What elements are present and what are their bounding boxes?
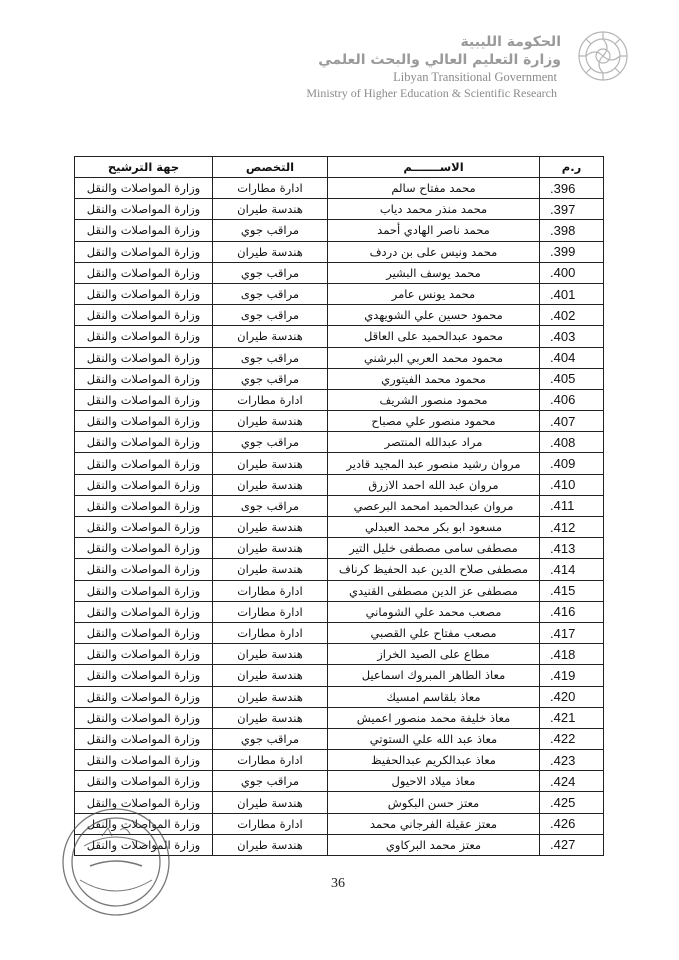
row-specialization: ادارة مطارات (213, 389, 328, 410)
table-row (75, 559, 604, 580)
row-nominating-entity: وزارة المواصلات والنقل (75, 411, 213, 432)
letterhead-english-ministry: Ministry of Higher Education & Scientific Research (306, 86, 557, 100)
row-name: مصطفى عز الدين مصطفى القنيدي (328, 580, 540, 601)
row-name: معاذ بلقاسم امسيك (328, 686, 540, 707)
table-row (75, 495, 604, 516)
row-name: محمود حسين علي الشويهدي (328, 305, 540, 326)
table-row (75, 728, 604, 749)
row-specialization: هندسة طيران (213, 517, 328, 538)
row-nominating-entity: وزارة المواصلات والنقل (75, 517, 213, 538)
row-number: .409 (540, 453, 604, 474)
letterhead (0, 0, 679, 110)
row-specialization: هندسة طيران (213, 241, 328, 262)
table-row (75, 411, 604, 432)
row-specialization: ادارة مطارات (213, 601, 328, 622)
row-name: مروان عبد الله احمد الازرق (328, 474, 540, 495)
row-number: .422 (540, 728, 604, 749)
table-row (75, 347, 604, 368)
ministry-emblem-icon (577, 30, 629, 82)
table-row (75, 368, 604, 389)
row-name: مصطفى صلاح الدين عبد الحفيظ كرناف (328, 559, 540, 580)
row-name: مصعب محمد علي الشوماني (328, 601, 540, 622)
row-specialization: هندسة طيران (213, 834, 328, 855)
table-row (75, 241, 604, 262)
table-row (75, 178, 604, 199)
row-nominating-entity: وزارة المواصلات والنقل (75, 622, 213, 643)
row-number: .416 (540, 601, 604, 622)
table-row (75, 750, 604, 771)
row-nominating-entity: وزارة المواصلات والنقل (75, 389, 213, 410)
row-number: .397 (540, 199, 604, 220)
row-name: محمود محمد الفيتوري (328, 368, 540, 389)
row-specialization: مراقب جوي (213, 728, 328, 749)
table-row (75, 453, 604, 474)
row-number: .420 (540, 686, 604, 707)
row-nominating-entity: وزارة المواصلات والنقل (75, 283, 213, 304)
row-number: .419 (540, 665, 604, 686)
row-nominating-entity: وزارة المواصلات والنقل (75, 241, 213, 262)
row-specialization: هندسة طيران (213, 453, 328, 474)
row-specialization: ادارة مطارات (213, 750, 328, 771)
row-name: مراد عبدالله المنتصر (328, 432, 540, 453)
row-name: محمود منصور الشريف (328, 389, 540, 410)
table-row (75, 538, 604, 559)
row-specialization: مراقب جوى (213, 305, 328, 326)
table-row (75, 834, 604, 855)
row-number: .424 (540, 771, 604, 792)
letterhead-english-government: Libyan Transitional Government (393, 70, 557, 84)
row-specialization: مراقب جوي (213, 220, 328, 241)
table-row (75, 517, 604, 538)
row-nominating-entity: وزارة المواصلات والنقل (75, 580, 213, 601)
row-nominating-entity: وزارة المواصلات والنقل (75, 686, 213, 707)
table-row (75, 432, 604, 453)
row-name: مسعود ابو بكر محمد العبدلي (328, 517, 540, 538)
row-number: .410 (540, 474, 604, 495)
row-specialization: هندسة طيران (213, 559, 328, 580)
table-row (75, 262, 604, 283)
row-number: .406 (540, 389, 604, 410)
row-name: محمد يوسف البشير (328, 262, 540, 283)
row-nominating-entity: وزارة المواصلات والنقل (75, 538, 213, 559)
row-nominating-entity: وزارة المواصلات والنقل (75, 644, 213, 665)
row-specialization: هندسة طيران (213, 474, 328, 495)
row-specialization: هندسة طيران (213, 792, 328, 813)
row-specialization: مراقب جوى (213, 495, 328, 516)
row-number: .421 (540, 707, 604, 728)
table-row (75, 389, 604, 410)
row-number: .427 (540, 834, 604, 855)
row-specialization: مراقب جوي (213, 262, 328, 283)
row-specialization: مراقب جوي (213, 771, 328, 792)
row-nominating-entity: وزارة المواصلات والنقل (75, 326, 213, 347)
table-row (75, 283, 604, 304)
letterhead-arabic-government: الحكومة الليبية (460, 34, 561, 50)
row-nominating-entity: وزارة المواصلات والنقل (75, 559, 213, 580)
row-name: محمد ناصر الهادي أحمد (328, 220, 540, 241)
table-row (75, 707, 604, 728)
row-name: محمد ونيس على بن دردف (328, 241, 540, 262)
row-nominating-entity: وزارة المواصلات والنقل (75, 368, 213, 389)
row-specialization: ادارة مطارات (213, 178, 328, 199)
row-specialization: هندسة طيران (213, 538, 328, 559)
row-name: مروان رشيد منصور عبد المجيد قادير (328, 453, 540, 474)
row-nominating-entity: وزارة المواصلات والنقل (75, 792, 213, 813)
table-row (75, 792, 604, 813)
row-number: .405 (540, 368, 604, 389)
row-number: .399 (540, 241, 604, 262)
header-name: الاســـــــم (328, 157, 540, 178)
row-name: مصطفى سامى مصطفى خليل التير (328, 538, 540, 559)
row-nominating-entity: وزارة المواصلات والنقل (75, 347, 213, 368)
row-number: .396 (540, 178, 604, 199)
page-number: 36 (331, 876, 345, 891)
row-number: .398 (540, 220, 604, 241)
table-row (75, 771, 604, 792)
row-specialization: مراقب جوي (213, 432, 328, 453)
row-name: محمد منذر محمد دياب (328, 199, 540, 220)
table-row (75, 305, 604, 326)
row-number: .407 (540, 411, 604, 432)
row-number: .426 (540, 813, 604, 834)
row-number: .403 (540, 326, 604, 347)
row-nominating-entity: وزارة المواصلات والنقل (75, 199, 213, 220)
row-nominating-entity: وزارة المواصلات والنقل (75, 771, 213, 792)
row-name: معاذ ميلاد الاحيول (328, 771, 540, 792)
row-specialization: هندسة طيران (213, 199, 328, 220)
row-nominating-entity: وزارة المواصلات والنقل (75, 178, 213, 199)
row-name: محمود محمد العربي البرشني (328, 347, 540, 368)
row-name: معاذ الطاهر المبروك اسماعيل (328, 665, 540, 686)
row-name: معاذ عبد الله علي الستوتي (328, 728, 540, 749)
row-name: محمد مفتاح سالم (328, 178, 540, 199)
row-specialization: مراقب جوي (213, 368, 328, 389)
table-header-row (75, 157, 604, 178)
table-row (75, 601, 604, 622)
table-body (75, 178, 604, 856)
row-nominating-entity: وزارة المواصلات والنقل (75, 813, 213, 834)
row-number: .415 (540, 580, 604, 601)
table-row (75, 326, 604, 347)
row-nominating-entity: وزارة المواصلات والنقل (75, 474, 213, 495)
row-name: معتز عقيلة الفرجاني محمد (328, 813, 540, 834)
row-specialization: ادارة مطارات (213, 622, 328, 643)
header-specialization: التخصص (213, 157, 328, 178)
table-row (75, 813, 604, 834)
row-nominating-entity: وزارة المواصلات والنقل (75, 432, 213, 453)
row-name: معاذ خليفة محمد منصور اعميش (328, 707, 540, 728)
row-name: محمد يونس عامر (328, 283, 540, 304)
row-specialization: هندسة طيران (213, 326, 328, 347)
row-specialization: مراقب جوى (213, 283, 328, 304)
row-nominating-entity: وزارة المواصلات والنقل (75, 453, 213, 474)
row-nominating-entity: وزارة المواصلات والنقل (75, 305, 213, 326)
row-specialization: هندسة طيران (213, 644, 328, 665)
row-specialization: ادارة مطارات (213, 813, 328, 834)
row-nominating-entity: وزارة المواصلات والنقل (75, 601, 213, 622)
row-specialization: هندسة طيران (213, 665, 328, 686)
header-nominating-entity: جهة الترشيح (75, 157, 213, 178)
row-specialization: ادارة مطارات (213, 580, 328, 601)
row-name: معتز حسن البكوش (328, 792, 540, 813)
row-number: .401 (540, 283, 604, 304)
nominee-table (74, 156, 604, 856)
table-row (75, 474, 604, 495)
row-number: .425 (540, 792, 604, 813)
row-name: معاذ عبدالكريم عبدالحفيظ (328, 750, 540, 771)
table-row (75, 622, 604, 643)
row-name: مروان عبدالحميد امحمد البرعصي (328, 495, 540, 516)
row-nominating-entity: وزارة المواصلات والنقل (75, 220, 213, 241)
row-name: معتز محمد البركاوي (328, 834, 540, 855)
row-nominating-entity: وزارة المواصلات والنقل (75, 834, 213, 855)
row-specialization: مراقب جوى (213, 347, 328, 368)
row-number: .411 (540, 495, 604, 516)
table-row (75, 199, 604, 220)
row-nominating-entity: وزارة المواصلات والنقل (75, 495, 213, 516)
row-nominating-entity: وزارة المواصلات والنقل (75, 728, 213, 749)
row-name: محمود منصور علي مصباح (328, 411, 540, 432)
row-specialization: هندسة طيران (213, 686, 328, 707)
row-specialization: هندسة طيران (213, 411, 328, 432)
row-specialization: هندسة طيران (213, 707, 328, 728)
row-name: محمود عبدالحميد على العاقل (328, 326, 540, 347)
row-nominating-entity: وزارة المواصلات والنقل (75, 707, 213, 728)
row-nominating-entity: وزارة المواصلات والنقل (75, 262, 213, 283)
row-nominating-entity: وزارة المواصلات والنقل (75, 750, 213, 771)
table-row (75, 665, 604, 686)
header-number: ر.م (540, 157, 604, 178)
row-number: .402 (540, 305, 604, 326)
row-number: .423 (540, 750, 604, 771)
row-number: .404 (540, 347, 604, 368)
table-row (75, 580, 604, 601)
row-number: .400 (540, 262, 604, 283)
table-row (75, 644, 604, 665)
row-number: .417 (540, 622, 604, 643)
table-row (75, 686, 604, 707)
row-number: .412 (540, 517, 604, 538)
row-number: .408 (540, 432, 604, 453)
row-name: مطاع على الصيد الخراز (328, 644, 540, 665)
table-row (75, 220, 604, 241)
row-number: .413 (540, 538, 604, 559)
letterhead-arabic-ministry: وزارة التعليم العالي والبحث العلمي (318, 52, 561, 68)
row-number: .414 (540, 559, 604, 580)
row-nominating-entity: وزارة المواصلات والنقل (75, 665, 213, 686)
row-name: مصعب مفتاح علي القصبي (328, 622, 540, 643)
row-number: .418 (540, 644, 604, 665)
